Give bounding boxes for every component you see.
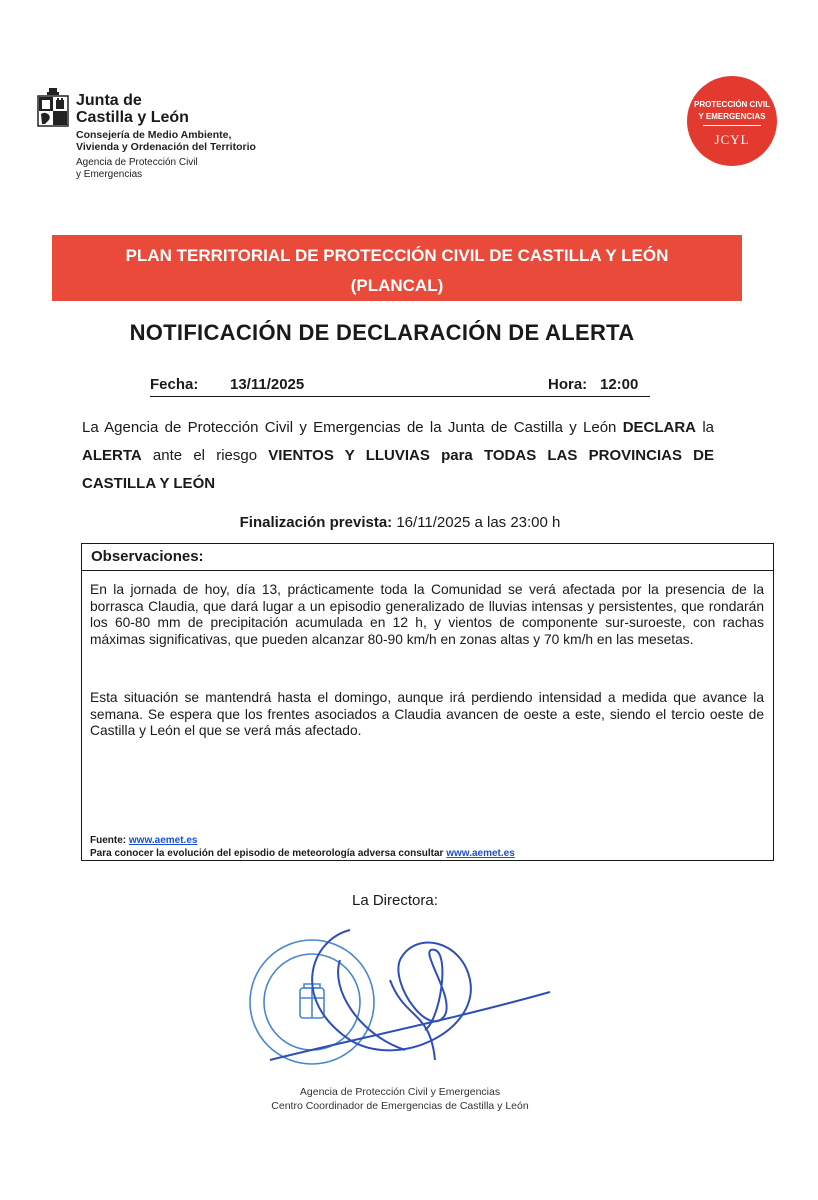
date-value: 13/11/2025 [230, 376, 305, 393]
declaration-intro: La Agencia de Protección Civil y Emergencias de la Junta de Castilla y León [82, 419, 617, 436]
document-title: NOTIFICACIÓN DE DECLARACIÓN DE ALERTA [129, 320, 635, 345]
finalization-value: 16/11/2025 a las 23:00 h [396, 514, 561, 531]
hour-value: 12:00 [600, 376, 639, 393]
badge-line-2: Y EMERGENCIAS [698, 112, 766, 121]
declaration-la: la [702, 419, 714, 436]
source-link[interactable]: www.aemet.es [128, 835, 198, 846]
badge-line-1: PROTECCIÓN CIVIL [693, 100, 770, 109]
declaration-ante: ante el riesgo [152, 447, 258, 464]
department-name: Consejería de Medio Ambiente, Vivienda y Ordenación del Territorio [76, 129, 256, 153]
date-row [150, 374, 650, 397]
civil-protection-badge [687, 76, 777, 166]
consult-line [90, 848, 515, 859]
date-label: Fecha: [150, 376, 199, 393]
agency-name: Agencia de Protección Civil y Emergencias [76, 157, 198, 180]
finalization-line [0, 514, 800, 531]
source-label: Fuente: [90, 835, 127, 846]
declara-keyword: DECLARA [622, 419, 697, 436]
observations-header [82, 544, 773, 571]
risk-description: VIENTOS Y LLUVIAS para TODAS LAS PROVINCIAS DE CASTILLA Y LEÓN [82, 447, 714, 492]
consult-text: Para conocer la evolución del episodio de meteorología adversa consultar [90, 848, 444, 859]
hour-label: Hora: [548, 376, 588, 393]
alerta-keyword: ALERTA [82, 447, 142, 464]
consult-link[interactable]: www.aemet.es [446, 848, 515, 859]
coat-of-arms-icon [36, 86, 70, 128]
badge-divider [703, 125, 761, 126]
plan-banner-line-1: PLAN TERRITORIAL DE PROTECCIÓN CIVIL DE CASTILLA Y LEÓN [125, 246, 669, 265]
stamp-and-signature-icon [230, 920, 570, 1070]
plan-banner-line-2: (PLANCAL) [350, 276, 444, 295]
source-line [90, 835, 197, 846]
org-name: Junta de Castilla y León [76, 92, 189, 126]
observations-paragraph-2: Esta situación se mantendrá hasta el domingo, aunque irá perdiendo intensidad a medida que avance la semana. Se espera que los frentes asociados a Claudia avancen de oeste a este, siendo el tercio oeste de Castilla y León el que se verá más afectado. [90, 690, 764, 739]
badge-line-3: JCYL [714, 132, 750, 147]
declaration-paragraph [82, 414, 714, 498]
plan-banner [52, 235, 742, 301]
footer-line-2: Centro Coordinador de Emergencias de Castilla y León [271, 1100, 529, 1112]
finalization-label: Finalización prevista: [239, 514, 393, 531]
observations-title: Observaciones: [91, 548, 204, 565]
observations-box [81, 543, 774, 861]
footer-line-1: Agencia de Protección Civil y Emergencias [299, 1086, 501, 1098]
official-stamp-icon [250, 940, 374, 1064]
director-label: La Directora: [352, 892, 438, 909]
observations-paragraph-1: En la jornada de hoy, día 13, prácticamente toda la Comunidad se verá afectada por la presencia de la borrasca Claudia, que dará lugar a un episodio generalizado de lluvias intensas y persistentes, que rondarán los 60-80 mm de precipitación acumulada en 12 h, y vientos de componente sur-suroeste, con rachas máximas significativas, que pueden alcanzar 80-90 km/h en zonas altas y 70 km/h en las mesetas. [90, 582, 764, 647]
